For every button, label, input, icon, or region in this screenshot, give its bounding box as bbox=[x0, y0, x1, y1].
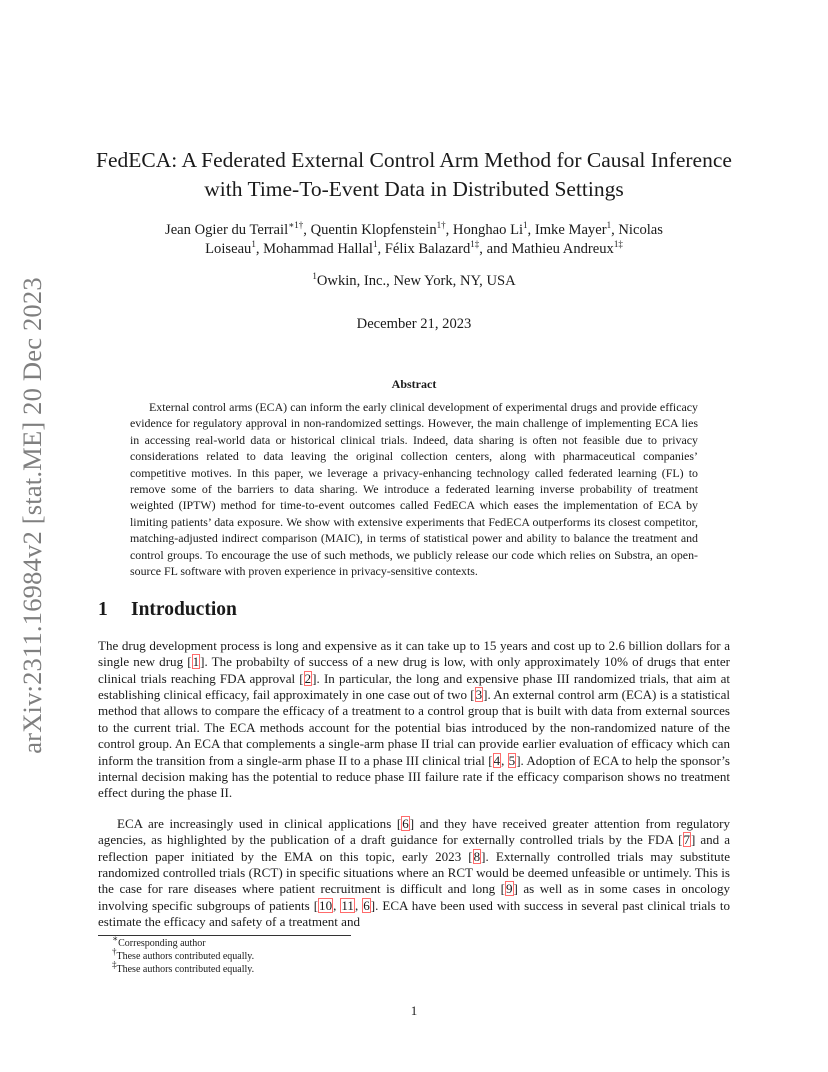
author-line-2 bbox=[90, 240, 738, 259]
footnote bbox=[112, 933, 206, 950]
author-marker: 1† bbox=[436, 220, 446, 231]
citation-link[interactable]: 11 bbox=[341, 897, 354, 913]
paragraph-text: , bbox=[501, 752, 508, 768]
affiliation bbox=[90, 273, 738, 290]
affiliation-text: Owkin, Inc., New York, NY, USA bbox=[316, 273, 516, 289]
paragraph-text: ]. Adoption of ECA to help the sponsor’s internal decision making has the potential to reduce phase III failure rate if the efficacy comparison shows no treatment effect during the phase II. bbox=[98, 752, 730, 801]
intro-paragraph-1 bbox=[98, 638, 730, 802]
paragraph-text: ]. ECA have been used with success in several past clinical trials to estimate the efficacy and safety of a treatment and bbox=[98, 897, 730, 930]
citation-link[interactable]: 6 bbox=[402, 816, 409, 831]
abstract-text: External control arms (ECA) can inform the early clinical development of experimental drugs and provide efficacy evidence for regulatory approval in non-randomized settings. However, the main challenge of implementing ECA lies in accessing real-world data or historical clinical trials. Indeed, data sharing is often not feasible due to privacy considerations related to data leaving the original collection centers, along with pharmaceutical companies’ competitive motives. In this paper, we leverage a privacy-enhancing technology called federated learning (FL) to remove some of the barriers to data sharing. We introduce a federated learning inverse probability of treatment weighted (IPTW) method for time-to-event outcomes called FedECA which eases the implementation of ECA by limiting patients’ data exposure. We show with extensive experiments that FedECA outperforms its closest competitor, matching-adjusted indirect comparison (MAIC), in terms of statistical power and ability to balance the treatment and control groups. To encourage the use of such methods, we publicly release our code which relies on Substra, an open-source FL software with proven experience in privacy-sensitive contexts. bbox=[130, 400, 698, 579]
footnote-marker: † bbox=[112, 946, 117, 957]
paragraph-text: ]. An external control arm (ECA) is a statistical method that allows to compare the efficacy of a treatment to a control group that is built with data from external sources to the current trial. The ECA methods account for the potential bias introduced by the non-randomized nature of the control group. An ECA that complements a single-arm phase II trial can provide earlier evaluation of efficacy which can inform the transition from a single-arm phase II to a phase III clinical trial [ bbox=[98, 687, 731, 768]
footnote bbox=[112, 946, 255, 963]
page-number: 1 bbox=[410, 1003, 418, 1018]
paragraph-text: ECA are increasingly used in clinical applications [ bbox=[117, 816, 402, 831]
author-name: , Nicolas bbox=[611, 222, 663, 238]
paragraph-text: ]. The probabilty of success of a new drug is low, with only approximately 10% of drugs that enter clinical trials reaching FDA approval [ bbox=[98, 654, 730, 686]
footnote bbox=[112, 959, 255, 976]
intro-paragraph-2 bbox=[98, 816, 730, 931]
paragraph-text: , bbox=[333, 897, 341, 913]
citation-link[interactable]: 8 bbox=[473, 848, 481, 864]
footnote-marker: ∗ bbox=[112, 933, 119, 944]
citation-link[interactable]: 2 bbox=[304, 670, 312, 686]
author-name: , and Mathieu Andreux bbox=[479, 241, 614, 257]
paragraph-text: ] and a reflection paper initiated by the EMA on this topic, early 2023 [ bbox=[98, 832, 730, 864]
footnote-text: Corresponding author bbox=[118, 938, 206, 949]
author-marker: 1 bbox=[606, 220, 612, 231]
author-marker: ∗1† bbox=[288, 220, 304, 231]
author-marker: 1 bbox=[523, 220, 528, 231]
section-number: 1 bbox=[98, 599, 108, 620]
author-name: , Mohammad Hallal bbox=[255, 241, 373, 257]
footnote-text: These authors contributed equally. bbox=[116, 964, 255, 975]
author-list bbox=[90, 221, 738, 259]
paragraph-text: ]. In particular, the long and expensive phase III randomized trials, that aim at establishing clinical efficacy, fail approximately in one case out of two [ bbox=[98, 670, 730, 703]
author-marker: 1‡ bbox=[613, 239, 623, 250]
citation-link[interactable]: 7 bbox=[683, 832, 691, 848]
author-name: , Quentin Klopfenstein bbox=[303, 222, 437, 238]
author-name: , Honghao Li bbox=[445, 222, 524, 238]
citation-link[interactable]: 5 bbox=[508, 752, 516, 768]
footnote-divider bbox=[98, 935, 351, 936]
author-marker: 1‡ bbox=[470, 239, 480, 250]
author-name: Loiseau bbox=[205, 241, 252, 257]
citation-link[interactable]: 10 bbox=[319, 897, 333, 913]
footnote-text: These authors contributed equally. bbox=[116, 951, 255, 962]
affiliation-marker: 1 bbox=[312, 271, 317, 282]
paragraph-text: ]. Externally controlled trials may substitute randomized controlled trials (RCT) in specific situations where an RCT would be deemed unfeasible or untimely. This is the case for rare diseases where patient recruitment is difficult and long [ bbox=[98, 848, 730, 897]
author-line-1 bbox=[90, 221, 738, 240]
author-name: Jean Ogier du Terrail bbox=[165, 222, 289, 238]
author-name: , Félix Balazard bbox=[377, 241, 471, 257]
author-marker: 1 bbox=[251, 239, 256, 250]
paragraph-text: ] and they have received greater attention from regulatory agencies, as highlighted by the publication of a draft guidance for externally controlled trials by the FDA [ bbox=[98, 816, 730, 848]
section-title: Introduction bbox=[131, 599, 237, 620]
footnote-marker: ‡ bbox=[112, 959, 117, 970]
paragraph-text: The drug development process is long and expensive as it can take up to 15 years and cost up to 2.6 billion dollars for a single new drug [ bbox=[98, 638, 730, 670]
citation-link[interactable]: 1 bbox=[192, 654, 200, 670]
citation-link[interactable]: 4 bbox=[493, 752, 501, 768]
author-marker: 1 bbox=[372, 239, 378, 250]
paragraph-text: , bbox=[354, 897, 363, 913]
paper-title: FedECA: A Federated External Control Arm Method for Causal Inference with Time-To-Event Data in Distributed Settings bbox=[96, 148, 732, 201]
section-heading bbox=[98, 599, 237, 621]
paragraph-text: ] as well as in some cases in oncology involving specific subgroups of patients [ bbox=[98, 881, 730, 913]
publication-date: December 21, 2023 bbox=[356, 316, 472, 332]
arxiv-identifier: arXiv:2311.16984v2 [stat.ME] 20 Dec 2023 bbox=[16, 276, 47, 754]
citation-link[interactable]: 6 bbox=[363, 897, 370, 913]
arxiv-side-stamp bbox=[4, 275, 60, 755]
abstract-heading: Abstract bbox=[391, 377, 437, 391]
citation-link[interactable]: 9 bbox=[506, 881, 513, 897]
author-name: , Imke Mayer bbox=[527, 222, 607, 238]
citation-link[interactable]: 3 bbox=[475, 687, 483, 703]
